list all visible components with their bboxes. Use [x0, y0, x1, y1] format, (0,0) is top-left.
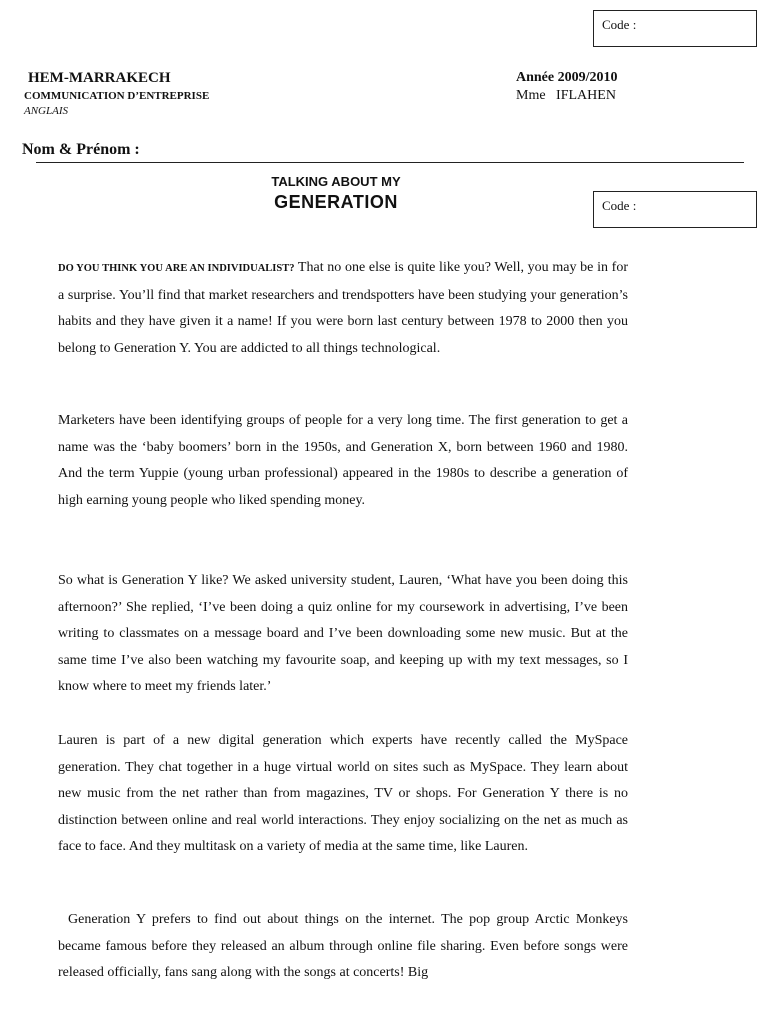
- academic-year: Année 2009/2010: [516, 70, 618, 85]
- title-line-1: TALKING ABOUT MY: [271, 174, 401, 189]
- code-label-top: Code :: [602, 17, 637, 32]
- paragraph-1-text: That no one else is quite like you? Well, you may be in for a surprise. You’ll find that market researchers and trendspotters have been studying your generation’s habits and they have given it a name! If you were born last century between 1978 to 2000 then you belong to Generation Y. You are addicted to all things technological.: [58, 260, 628, 356]
- paragraph-1: [58, 255, 628, 362]
- code-box-title: [593, 191, 757, 228]
- name-field-label: Nom & Prénom :: [22, 141, 140, 158]
- subject-name: ANGLAIS: [24, 105, 68, 117]
- paragraph-2: Marketers have been identifying groups of people for a very long time. The first generation to get a name was the ‘baby boomers’ born in the 1950s, and Generation X, born between 1960 and 1980. And the term Yuppie (young urban professional) appeared in the 1980s to describe a generation of high earning young people who liked spending money.: [58, 413, 628, 508]
- paragraph-4: Lauren is part of a new digital generation which experts have recently called the MySpace generation. They chat together in a huge virtual world on sites such as MySpace. They learn about new music from the net rather than from magazines, TV or shops. For Generation Y there is no distinction between online and real world interactions. They enjoy socializing on the net as much as face to face. And they multitask on a variety of media at the same time, like Lauren.: [58, 733, 628, 855]
- paragraph-1-lead: DO YOU THINK YOU ARE AN INDIVIDUALIST?: [58, 263, 295, 274]
- name-underline: [36, 162, 744, 163]
- title-line-2: GENERATION: [274, 192, 398, 212]
- code-label-title: Code :: [602, 198, 637, 213]
- teacher-name: Mme IFLAHEN: [516, 88, 616, 103]
- paragraph-3: So what is Generation Y like? We asked university student, Lauren, ‘What have you been doing this afternoon?’ She replied, ‘I’ve been doing a quiz online for my coursework in advertising, I’ve been writing to classmates on a message board and I’ve been downloading some new music. But at the same time I’ve also been watching my favourite soap, and keeping up with my text messages, so I know where to meet my friends later.’: [58, 573, 628, 695]
- paragraph-5: Generation Y prefers to find out about things on the internet. The pop group Arctic Monkeys became famous before they released an album through online file sharing. Even before songs were released officially, fans sang along with the songs at concerts! Big: [58, 912, 628, 981]
- department-name: COMMUNICATION D’ENTREPRISE: [24, 90, 210, 102]
- school-name: HEM-MARRAKECH: [28, 70, 171, 86]
- code-box-top: [593, 10, 757, 47]
